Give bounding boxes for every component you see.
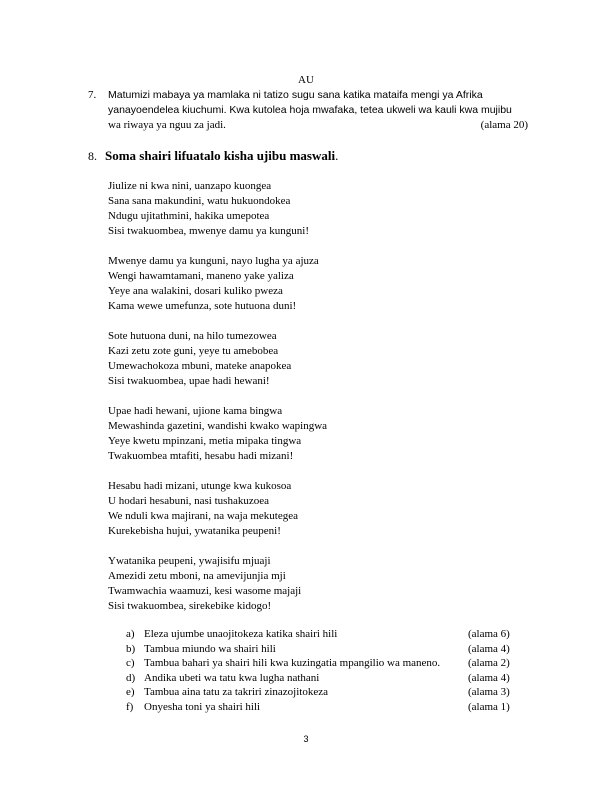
poem-line: Umewachokoza mbuni, mateke anapokea [108,360,292,372]
question-8 [88,148,338,164]
sub-question-letter: b) [126,642,136,655]
poem-line: Ywatanika peupeni, ywajisifu mjuaji [108,555,271,567]
poem-line: Hesabu hadi mizani, utunge kwa kukosoa [108,480,292,492]
question-title: Soma shairi lifuatalo kisha ujibu maswali [105,148,336,163]
question-7 [88,88,528,133]
sub-question-letter: a) [126,628,135,640]
question-number: 7. [88,89,97,101]
poem-line: Sana sana makundini, watu hukuondokea [108,195,291,207]
page-number: 3 [303,734,309,744]
poem-line: Twamwachia waamuzi, kesi wasome majaji [108,585,302,597]
question-title-end: . [335,148,339,163]
poem-line: We nduli kwa majirani, na waja mekutegea [108,510,299,522]
sub-question [126,656,518,671]
question-text-line: Matumizi mabaya ya mamlaka ni tatizo sugu sana katika mataifa mengi ya Afrika [108,89,483,101]
question-text-line: wa riwaya ya nguu za jadi. [108,119,226,131]
poem-line: Mwenye damu ya kunguni, nayo lugha ya ajuza [108,255,319,267]
question-text-line: yanayoendelea kiuchumi. Kwa kutolea hoja mwafaka, tetea ukweli wa kauli kwa mujibu [108,104,512,116]
poem-line: Yeye ana walakini, dosari kuliko pweza [108,285,283,297]
page-header: AU [298,74,314,86]
poem-line: Sote hutuona duni, na hilo tumezowea [108,330,277,342]
poem-stanza [108,254,327,314]
sub-question [126,685,518,700]
sub-question-text: Tambua aina tatu za takriri zinazojitokeza [144,686,328,698]
poem-line: Ndugu ujitathmini, hakika umepotea [108,210,270,222]
sub-question-letter: f) [126,700,134,713]
poem-line: Sisi twakuombea, sirekebike kidogo! [108,600,272,612]
poem-line: Wengi hawamtamani, maneno yake yaliza [108,270,294,282]
poem-line: Mewashinda gazetini, wandishi kwako wapingwa [108,420,328,432]
sub-question-marks: (alama 3) [468,686,510,698]
sub-question-marks: (alama 4) [468,642,510,655]
sub-question-marks: (alama 1) [468,700,510,713]
question-number: 8. [88,149,97,163]
poem-line: Twakuombea mtafiti, hesabu hadi mizani! [108,450,294,462]
poem-line: U hodari hesabuni, nasi tushakuzoea [108,495,269,507]
poem-line: Amezidi zetu mboni, na amevijunjia mji [108,570,286,582]
poem [108,179,327,629]
poem-stanza [108,479,327,539]
poem-line: Kurekebisha hujui, ywatanika peupeni! [108,525,281,537]
sub-question [126,642,518,657]
poem-line: Kazi zetu zote guni, yeye tu amebobea [108,345,279,357]
poem-stanza [108,329,327,389]
poem-line: Sisi twakuombea, upae hadi hewani! [108,375,270,387]
poem-line: Upae hadi hewani, ujione kama bingwa [108,405,283,417]
sub-question [126,671,518,686]
poem-line: Kama wewe umefunza, sote hutuona duni! [108,300,297,312]
question-marks: (alama 20) [480,119,528,131]
poem-line: Jiulize ni kwa nini, uanzapo kuongea [108,180,272,192]
sub-question-text: Andika ubeti wa tatu kwa lugha nathani [144,671,320,684]
sub-question [126,627,518,642]
poem-line: Yeye kwetu mpinzani, metia mipaka tingwa [108,435,302,447]
poem-line: Sisi twakuombea, mwenye damu ya kunguni! [108,225,310,237]
poem-stanza [108,554,327,614]
sub-question-text: Onyesha toni ya shairi hili [144,700,261,713]
poem-stanza [108,179,327,239]
sub-question-letter: e) [126,686,135,698]
poem-stanza [108,404,327,464]
sub-question-letter: d) [126,671,136,684]
sub-question-marks: (alama 6) [468,628,510,640]
sub-question-marks: (alama 4) [468,671,510,684]
sub-question [126,700,518,715]
sub-questions-list [126,627,518,714]
sub-question-text: Eleza ujumbe unaojitokeza katika shairi hili [144,628,338,640]
sub-question-text: Tambua bahari ya shairi hili kwa kuzingatia mpangilio wa maneno. [144,657,441,669]
sub-question-letter: c) [126,657,135,669]
sub-question-text: Tambua miundo wa shairi hili [144,642,276,655]
sub-question-marks: (alama 2) [468,657,510,669]
